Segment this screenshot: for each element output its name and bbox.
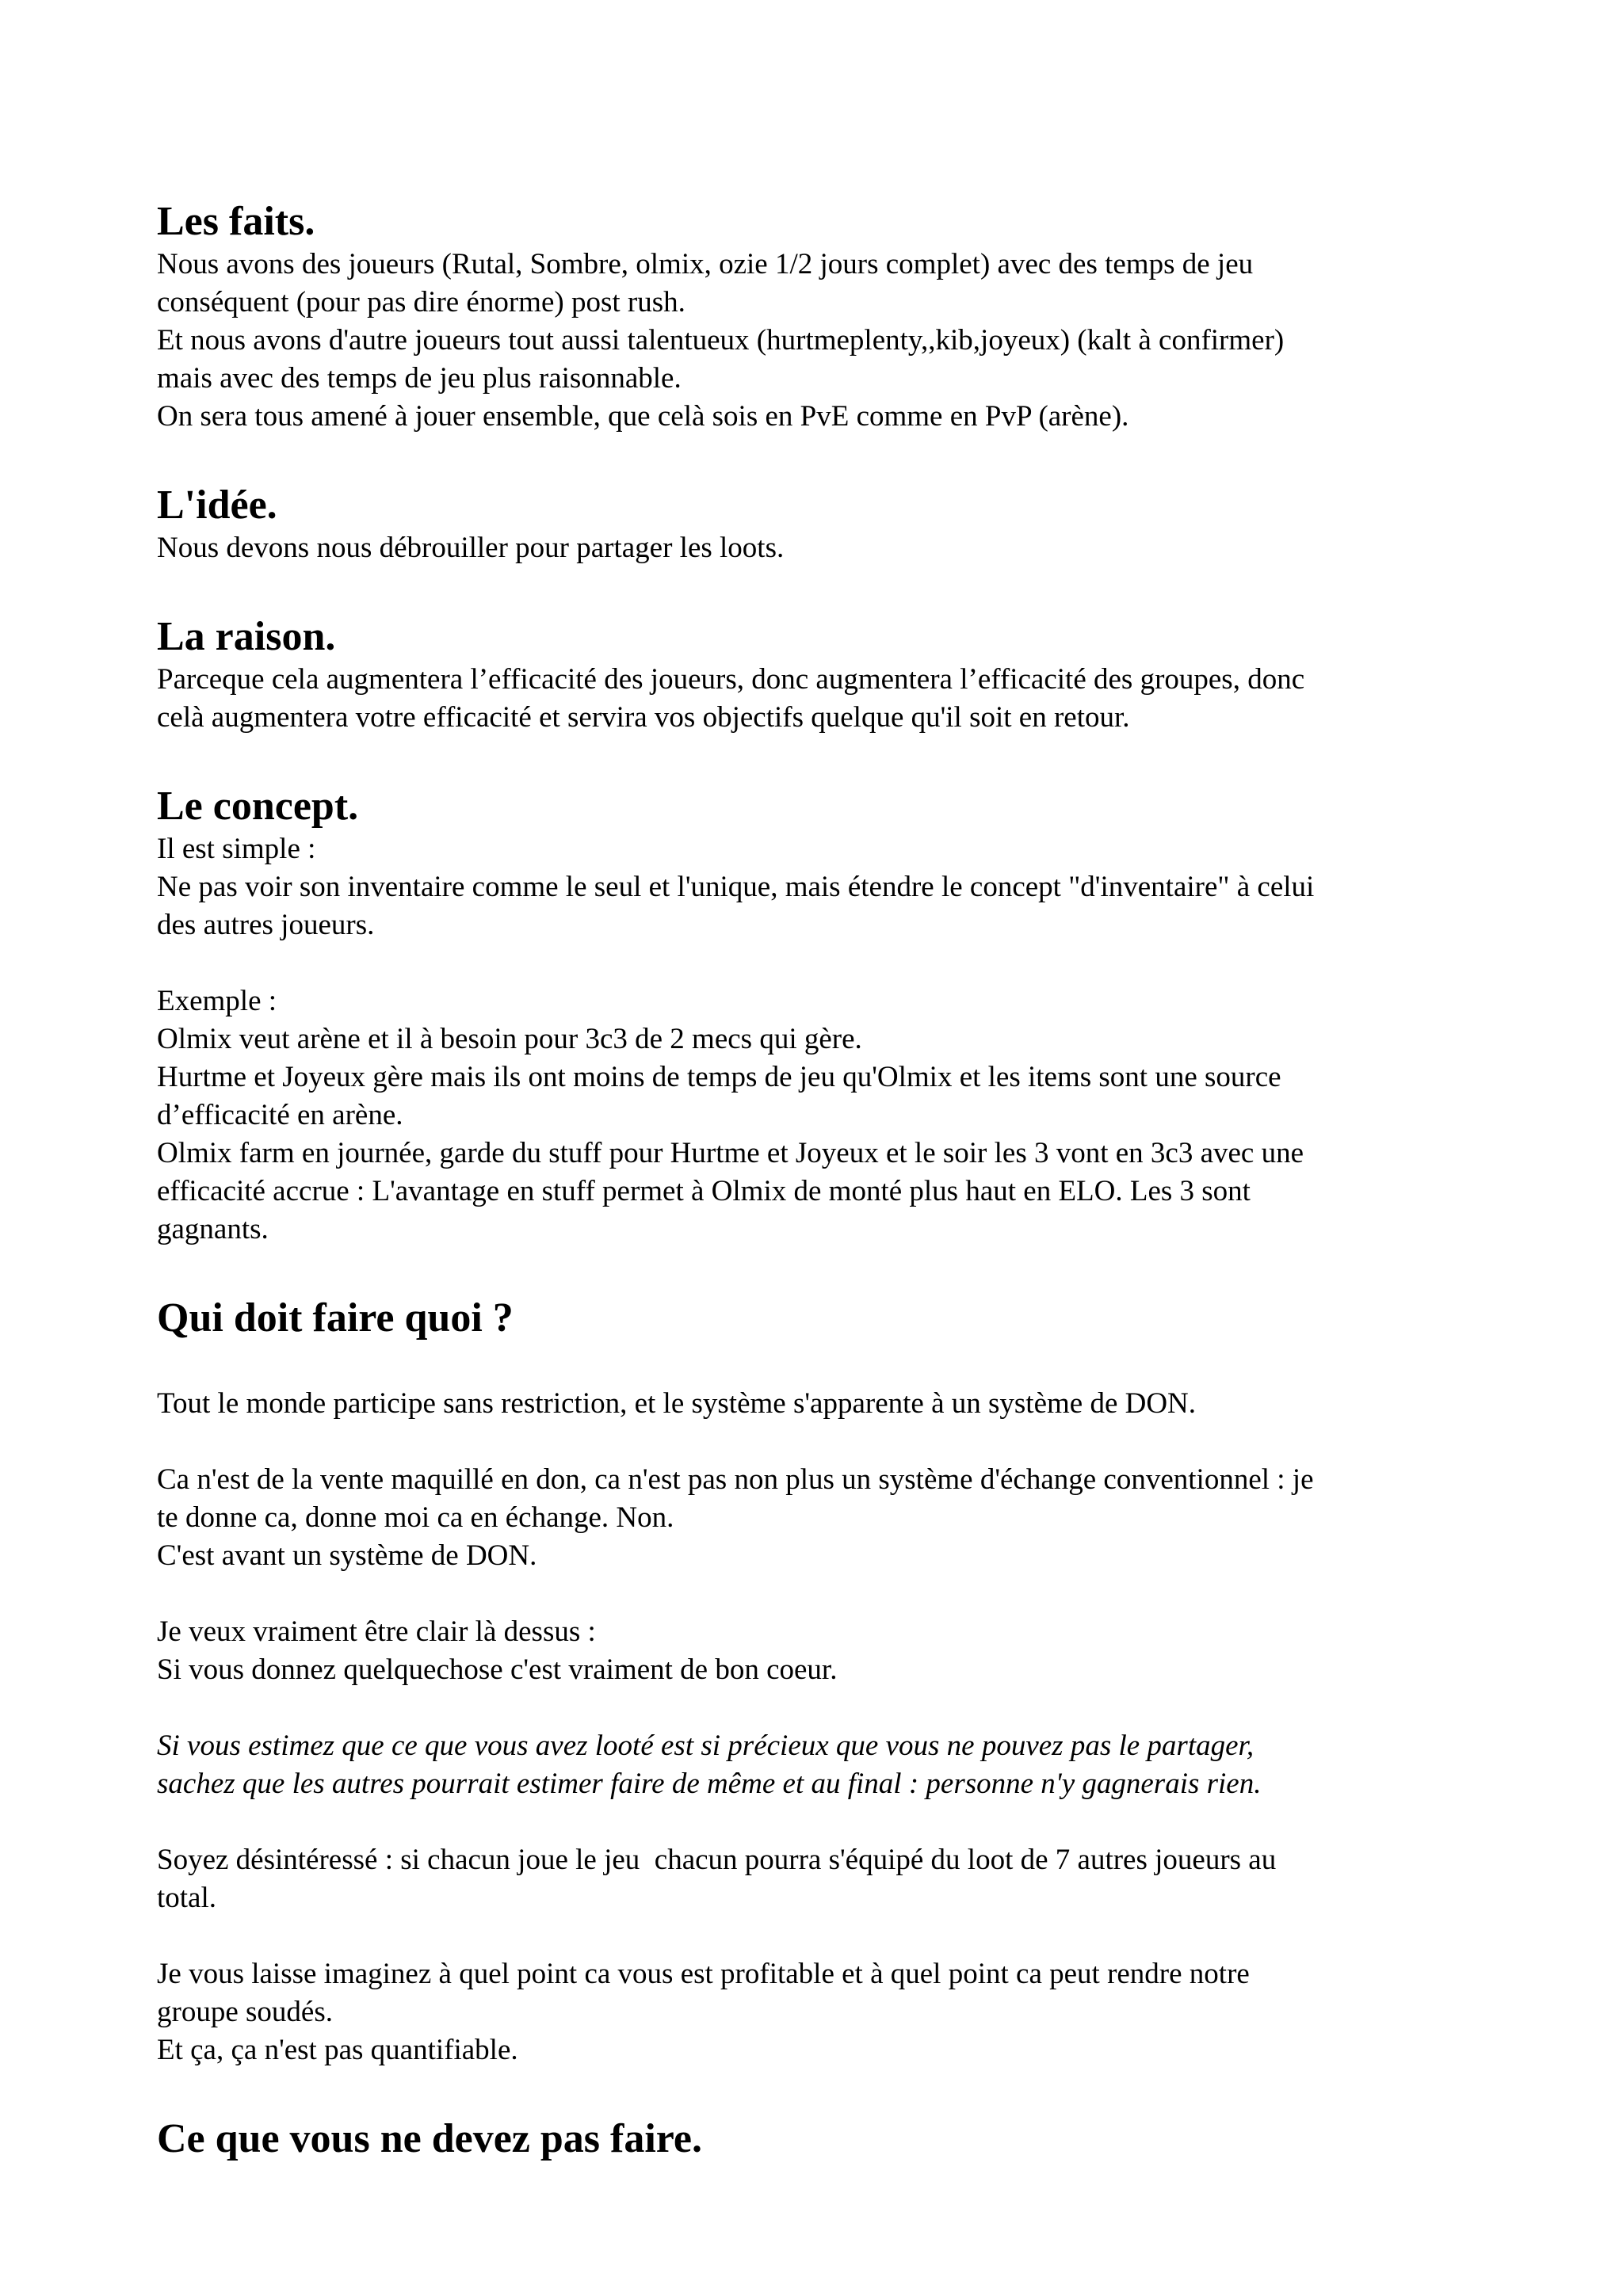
idee-line-1: Nous devons nous débrouiller pour partager les loots. xyxy=(157,532,785,564)
qui-p6-line-2: groupe soudés. xyxy=(157,1996,333,2028)
section-title-qui: Qui doit faire quoi ? xyxy=(157,1295,514,1341)
raison-line-2: celà augmentera votre efficacité et servira vos objectifs quelque qu'il soit en retour. xyxy=(157,701,1130,734)
qui-p6-line-1: Je vous laisse imaginez à quel point ca vous est profitable et à quel point ca peut rendre notre xyxy=(157,1958,1250,1990)
section-title-raison: La raison. xyxy=(157,614,336,659)
qui-p5-line-2: total. xyxy=(157,1882,217,1914)
document-page xyxy=(157,195,1488,2163)
faits-line-2: conséquent (pour pas dire énorme) post rush. xyxy=(157,286,685,318)
section-title-concept: Le concept. xyxy=(157,784,359,829)
faits-line-3: Et nous avons d'autre joueurs tout aussi talentueux (hurtmeplenty,,kib,joyeux) (kalt à confirmer) xyxy=(157,324,1285,357)
qui-p2-line-2: te donne ca, donne moi ca en échange. Non. xyxy=(157,1501,674,1534)
qui-p1-line-1: Tout le monde participe sans restriction, et le système s'apparente à un système de DON. xyxy=(157,1387,1197,1420)
faits-line-5: On sera tous amené à jouer ensemble, que celà sois en PvE comme en PvP (arène). xyxy=(157,400,1129,433)
example-line-7: gagnants. xyxy=(157,1213,269,1245)
section-concept xyxy=(157,780,1488,1249)
qui-p2-line-1: Ca n'est de la vente maquillé en don, ca n'est pas non plus un système d'échange conventionnel : je xyxy=(157,1463,1314,1496)
concept-line-2: Ne pas voir son inventaire comme le seul et l'unique, mais étendre le concept "d'inventaire" à celui xyxy=(157,871,1315,903)
qui-p4-line-1: Si vous estimez que ce que vous avez looté est si précieux que vous ne pouvez pas le partager, xyxy=(157,1730,1254,1762)
section-faits xyxy=(157,195,1488,436)
example-line-3: Hurtme et Joyeux gère mais ils ont moins de temps de jeu qu'Olmix et les items sont une source xyxy=(157,1061,1281,1093)
qui-p4-line-2: sachez que les autres pourrait estimer faire de même et au final : personne n'y gagnerais rien. xyxy=(157,1768,1262,1800)
faits-line-1: Nous avons des joueurs (Rutal, Sombre, olmix, ozie 1/2 jours complet) avec des temps de jeu xyxy=(157,248,1254,280)
section-raison xyxy=(157,610,1488,737)
example-line-4: d’efficacité en arène. xyxy=(157,1099,403,1131)
qui-p2-line-3: C'est avant un système de DON. xyxy=(157,1539,537,1572)
section-qui xyxy=(157,1291,1488,2069)
qui-p3-line-2: Si vous donnez quelquechose c'est vraiment de bon coeur. xyxy=(157,1653,838,1686)
section-title-pasfaire: Ce que vous ne devez pas faire. xyxy=(157,2116,703,2161)
example-line-1: Exemple : xyxy=(157,985,277,1017)
section-title-idee: L'idée. xyxy=(157,482,277,528)
concept-line-1: Il est simple : xyxy=(157,833,316,865)
qui-p6-line-3: Et ça, ça n'est pas quantifiable. xyxy=(157,2034,518,2066)
example-line-6: efficacité accrue : L'avantage en stuff permet à Olmix de monté plus haut en ELO. Les 3 sont xyxy=(157,1175,1251,1207)
qui-p5-line-1: Soyez désintéressé : si chacun joue le jeu chacun pourra s'équipé du loot de 7 autres joueurs au xyxy=(157,1844,1277,1876)
section-pasfaire xyxy=(157,2112,1488,2166)
example-line-2: Olmix veut arène et il à besoin pour 3c3 de 2 mecs qui gère. xyxy=(157,1023,862,1055)
section-idee xyxy=(157,479,1488,567)
section-title-faits: Les faits. xyxy=(157,199,315,244)
example-line-5: Olmix farm en journée, garde du stuff pour Hurtme et Joyeux et le soir les 3 vont en 3c3 avec une xyxy=(157,1137,1304,1169)
concept-line-3: des autres joueurs. xyxy=(157,909,375,941)
qui-p3-line-1: Je veux vraiment être clair là dessus : xyxy=(157,1615,596,1648)
raison-line-1: Parceque cela augmentera l’efficacité des joueurs, donc augmentera l’efficacité des groupes, donc xyxy=(157,663,1305,696)
faits-line-4: mais avec des temps de jeu plus raisonnable. xyxy=(157,362,682,395)
